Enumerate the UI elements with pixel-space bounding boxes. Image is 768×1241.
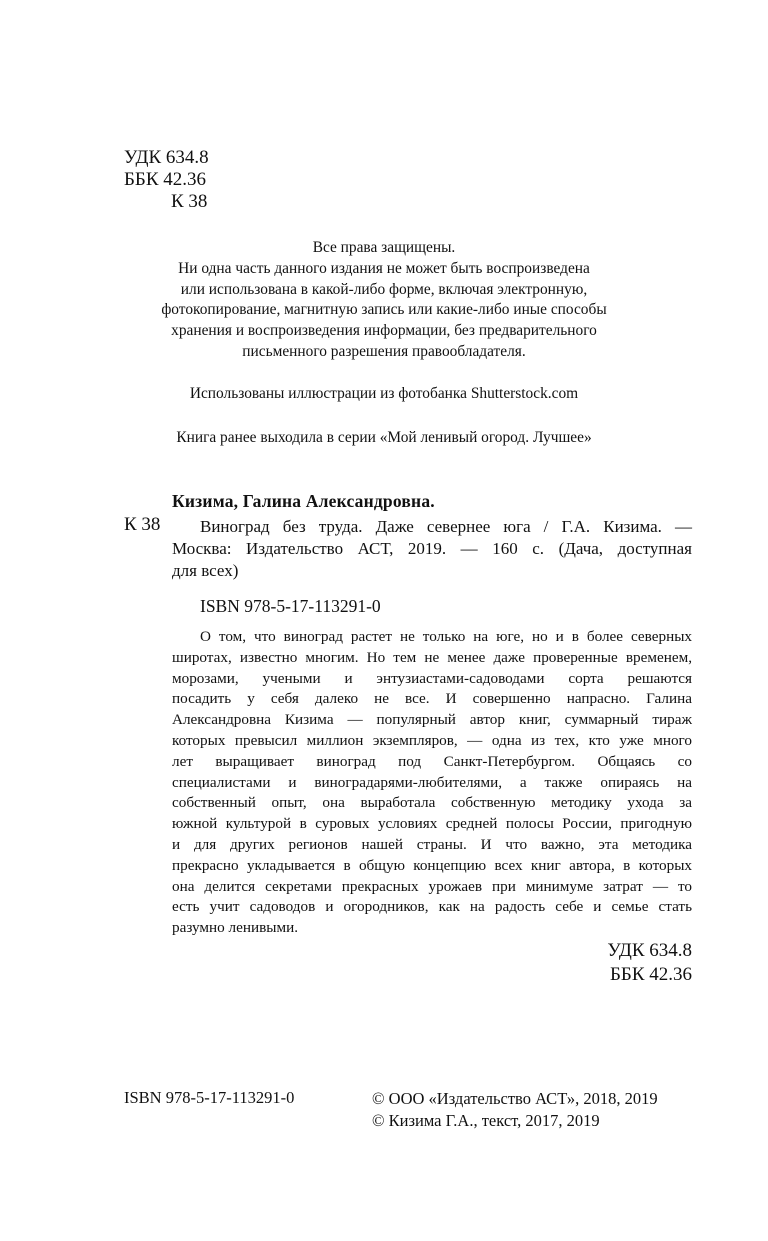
annotation-line: лет выращивает виноград под Санкт-Петербургом. Общаясь со	[172, 752, 692, 770]
annotation	[172, 627, 692, 939]
annotation-line: посадить у себя далеко не все. И совершенно напрасно. Галина	[172, 690, 692, 708]
bbk-code: ББК 42.36	[610, 964, 692, 985]
series-note: Книга ранее выходила в серии «Мой ленивый огород. Лучшее»	[176, 429, 592, 446]
illustrations-credit: Использованы иллюстрации из фотобанка Shutterstock.com	[189, 385, 579, 402]
udk-code: УДК 634.8	[607, 940, 692, 961]
catalog-isbn: ISBN 978-5-17-113291-0	[200, 596, 381, 616]
classification-codes-right	[607, 939, 692, 987]
annotation-line: О том, что виноград растет не только на юге, но и в более северных	[200, 628, 692, 645]
rights-line: фотокопирование, магнитную запись или какие-либо иные способы	[161, 301, 607, 319]
annotation-line: южной культурой в суровых условиях средней полосы России, пригодную	[172, 815, 692, 833]
annotation-line: и для других регионов нашей страны. И что важно, эта методика	[172, 835, 692, 853]
annotation-line: Александровна Кизима — популярный автор книг, суммарный тираж	[172, 711, 692, 729]
annotation-line: есть учит садоводов и огородников, как на радость себе и семье стать	[172, 898, 692, 916]
annotation-line: собственный опыт, она выработала собственную методику ухода за	[172, 794, 692, 812]
annotation-line: морозами, учеными и энтузиастами-садоводами сорта решаются	[172, 669, 692, 687]
annotation-line: широтах, известно многим. Но тем не менее даже проверенные временем,	[172, 648, 692, 666]
footer-isbn: ISBN 978-5-17-113291-0	[124, 1088, 295, 1107]
catalog-author-mark: К 38	[124, 514, 161, 535]
copyright-publisher: © ООО «Издательство АСТ», 2018, 2019	[372, 1089, 658, 1108]
bbk-code: ББК 42.36	[124, 169, 206, 190]
copyright-block	[372, 1088, 658, 1132]
udk-code: УДК 634.8	[124, 147, 209, 168]
author-mark: К 38	[171, 191, 208, 212]
annotation-line: она делится секретами прекрасных урожаев при минимуме затрат — то	[172, 877, 692, 895]
annotation-line: которых превысил миллион экземпляров, — одна из тех, кто уже много	[172, 731, 692, 749]
annotation-line: прекрасно укладывается в общую концепцию всех книг автора, в которых	[172, 856, 692, 874]
biblio-line: для всех)	[172, 561, 239, 580]
rights-line: хранения и воспроизведения информации, без предварительного	[171, 322, 597, 340]
rights-line: Все права защищены.	[312, 239, 456, 256]
catalog-author: Кизима, Галина Александровна.	[172, 491, 435, 511]
bibliographic-description	[172, 516, 692, 582]
rights-line: Ни одна часть данного издания не может быть воспроизведена	[178, 259, 590, 277]
rights-notice	[120, 238, 648, 363]
biblio-line: Виноград без труда. Даже севернее юга / Г.А. Кизима. —	[200, 517, 692, 536]
classification-codes-top	[124, 147, 209, 213]
rights-line: или использована в какой-либо форме, включая электронную,	[180, 280, 588, 298]
annotation-line: специалистами и виноградарями-любителями, а также опираясь на	[172, 773, 692, 791]
annotation-line: разумно ленивыми.	[172, 919, 299, 937]
rights-line: письменного разрешения правообладателя.	[242, 342, 526, 360]
biblio-line: Москва: Издательство АСТ, 2019. — 160 с. (Дача, доступная	[172, 539, 692, 558]
copyright-author: © Кизима Г.А., текст, 2017, 2019	[372, 1111, 600, 1130]
